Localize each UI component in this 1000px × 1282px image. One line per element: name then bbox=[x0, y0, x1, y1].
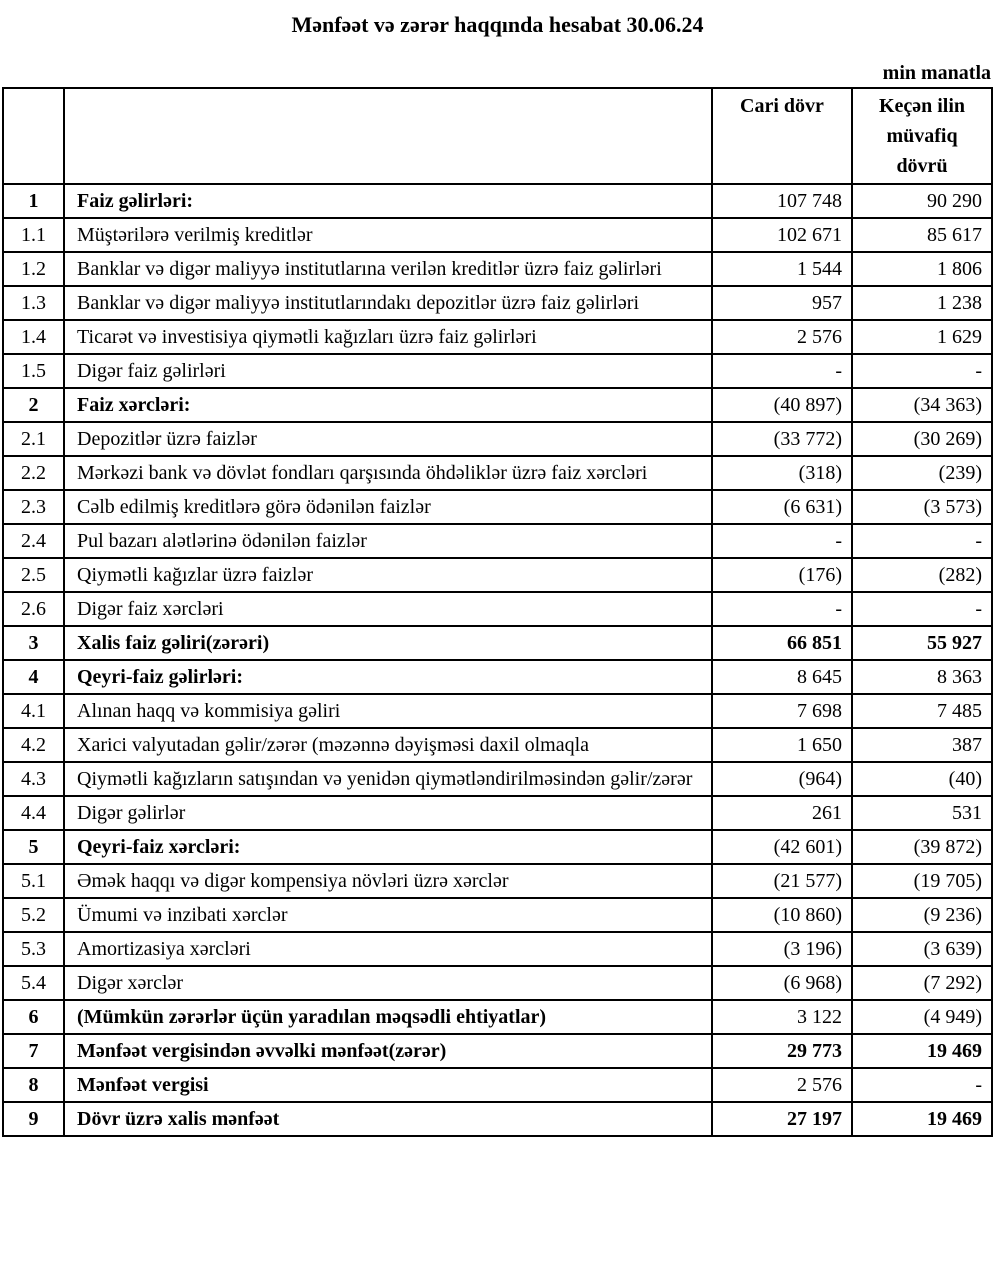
table-row bbox=[3, 830, 992, 864]
row-current-value: (10 860) bbox=[712, 898, 852, 932]
row-current-value: 2 576 bbox=[712, 320, 852, 354]
row-current-value: (176) bbox=[712, 558, 852, 592]
row-number: 6 bbox=[3, 1000, 64, 1034]
row-previous-value: 7 485 bbox=[852, 694, 992, 728]
row-previous-value: - bbox=[852, 354, 992, 388]
row-description: Qiymətli kağızlar üzrə faizlər bbox=[64, 558, 712, 592]
row-previous-value: (282) bbox=[852, 558, 992, 592]
row-number: 4.1 bbox=[3, 694, 64, 728]
table-row bbox=[3, 1102, 992, 1136]
table-row bbox=[3, 320, 992, 354]
row-previous-value: (19 705) bbox=[852, 864, 992, 898]
row-description: Qiymətli kağızların satışından və yenidən qiymətləndirilməsindən gəlir/zərər bbox=[64, 762, 712, 796]
row-number: 4.3 bbox=[3, 762, 64, 796]
row-current-value: 7 698 bbox=[712, 694, 852, 728]
row-previous-value: (39 872) bbox=[852, 830, 992, 864]
header-row-number bbox=[3, 88, 64, 184]
row-current-value: (40 897) bbox=[712, 388, 852, 422]
row-description: Digər faiz gəlirləri bbox=[64, 354, 712, 388]
row-number: 4.2 bbox=[3, 728, 64, 762]
row-description: Mərkəzi bank və dövlət fondları qarşısında öhdəliklər üzrə faiz xərcləri bbox=[64, 456, 712, 490]
row-current-value: 2 576 bbox=[712, 1068, 852, 1102]
row-previous-value: (7 292) bbox=[852, 966, 992, 1000]
row-previous-value: 55 927 bbox=[852, 626, 992, 660]
row-current-value: 107 748 bbox=[712, 184, 852, 218]
row-description: Digər faiz xərcləri bbox=[64, 592, 712, 626]
table-row bbox=[3, 1034, 992, 1068]
row-current-value: - bbox=[712, 524, 852, 558]
row-current-value: 957 bbox=[712, 286, 852, 320]
row-current-value: (964) bbox=[712, 762, 852, 796]
row-description: Alınan haqq və kommisiya gəliri bbox=[64, 694, 712, 728]
row-description: Faiz xərcləri: bbox=[64, 388, 712, 422]
row-description: Müştərilərə verilmiş kreditlər bbox=[64, 218, 712, 252]
row-previous-value: - bbox=[852, 524, 992, 558]
row-description: Qeyri-faiz xərcləri: bbox=[64, 830, 712, 864]
row-number: 2.3 bbox=[3, 490, 64, 524]
row-number: 4 bbox=[3, 660, 64, 694]
table-row bbox=[3, 558, 992, 592]
row-current-value: - bbox=[712, 592, 852, 626]
row-current-value: 66 851 bbox=[712, 626, 852, 660]
profit-loss-table bbox=[2, 87, 993, 1137]
row-description: Xalis faiz gəliri(zərəri) bbox=[64, 626, 712, 660]
row-description: Digər xərclər bbox=[64, 966, 712, 1000]
row-description: Dövr üzrə xalis mənfəət bbox=[64, 1102, 712, 1136]
table-row bbox=[3, 354, 992, 388]
row-previous-value: 85 617 bbox=[852, 218, 992, 252]
row-description: Ticarət və investisiya qiymətli kağızları üzrə faiz gəlirləri bbox=[64, 320, 712, 354]
row-current-value: (42 601) bbox=[712, 830, 852, 864]
table-row bbox=[3, 966, 992, 1000]
row-number: 2.2 bbox=[3, 456, 64, 490]
row-previous-value: - bbox=[852, 1068, 992, 1102]
row-previous-value: (4 949) bbox=[852, 1000, 992, 1034]
row-current-value: (21 577) bbox=[712, 864, 852, 898]
table-row bbox=[3, 728, 992, 762]
header-current-period: Cari dövr bbox=[712, 88, 852, 184]
row-number: 1.2 bbox=[3, 252, 64, 286]
row-previous-value: 531 bbox=[852, 796, 992, 830]
table-row bbox=[3, 456, 992, 490]
row-current-value: (6 631) bbox=[712, 490, 852, 524]
row-number: 2.5 bbox=[3, 558, 64, 592]
row-previous-value: (3 573) bbox=[852, 490, 992, 524]
row-number: 5.2 bbox=[3, 898, 64, 932]
row-current-value: 1 650 bbox=[712, 728, 852, 762]
row-current-value: 1 544 bbox=[712, 252, 852, 286]
row-current-value: (6 968) bbox=[712, 966, 852, 1000]
row-previous-value: (34 363) bbox=[852, 388, 992, 422]
table-row bbox=[3, 796, 992, 830]
row-description: Mənfəət vergisi bbox=[64, 1068, 712, 1102]
row-number: 5.4 bbox=[3, 966, 64, 1000]
row-number: 9 bbox=[3, 1102, 64, 1136]
row-previous-value: (3 639) bbox=[852, 932, 992, 966]
row-description: Əmək haqqı və digər kompensiya növləri üzrə xərclər bbox=[64, 864, 712, 898]
header-previous-period: Keçən ilin müvafiq dövrü bbox=[852, 88, 992, 184]
table-row bbox=[3, 388, 992, 422]
table-row bbox=[3, 898, 992, 932]
table-row bbox=[3, 218, 992, 252]
header-description bbox=[64, 88, 712, 184]
row-number: 3 bbox=[3, 626, 64, 660]
row-current-value: (318) bbox=[712, 456, 852, 490]
row-current-value: 102 671 bbox=[712, 218, 852, 252]
row-description: Banklar və digər maliyyə institutlarına verilən kreditlər üzrə faiz gəlirləri bbox=[64, 252, 712, 286]
table-row bbox=[3, 524, 992, 558]
unit-note: min manatla bbox=[882, 62, 991, 84]
row-number: 2 bbox=[3, 388, 64, 422]
row-previous-value: (9 236) bbox=[852, 898, 992, 932]
row-previous-value: 387 bbox=[852, 728, 992, 762]
table-row bbox=[3, 694, 992, 728]
row-current-value: 27 197 bbox=[712, 1102, 852, 1136]
row-current-value: (33 772) bbox=[712, 422, 852, 456]
row-previous-value: 8 363 bbox=[852, 660, 992, 694]
table-row bbox=[3, 660, 992, 694]
table-row bbox=[3, 490, 992, 524]
row-number: 1.3 bbox=[3, 286, 64, 320]
row-description: Cəlb edilmiş kreditlərə görə ödənilən faizlər bbox=[64, 490, 712, 524]
row-number: 1.5 bbox=[3, 354, 64, 388]
row-current-value: (3 196) bbox=[712, 932, 852, 966]
report-page bbox=[2, 0, 993, 1137]
table-row bbox=[3, 422, 992, 456]
row-current-value: 8 645 bbox=[712, 660, 852, 694]
row-description: Digər gəlirlər bbox=[64, 796, 712, 830]
row-description: Banklar və digər maliyyə institutlarındakı depozitlər üzrə faiz gəlirləri bbox=[64, 286, 712, 320]
row-number: 2.1 bbox=[3, 422, 64, 456]
row-previous-value: 1 629 bbox=[852, 320, 992, 354]
row-description: (Mümkün zərərlər üçün yaradılan məqsədli ehtiyatlar) bbox=[64, 1000, 712, 1034]
row-number: 5.3 bbox=[3, 932, 64, 966]
row-description: Faiz gəlirləri: bbox=[64, 184, 712, 218]
table-row bbox=[3, 1000, 992, 1034]
table-row bbox=[3, 184, 992, 218]
row-number: 1.4 bbox=[3, 320, 64, 354]
table-row bbox=[3, 592, 992, 626]
table-row bbox=[3, 864, 992, 898]
row-previous-value: 1 806 bbox=[852, 252, 992, 286]
row-number: 7 bbox=[3, 1034, 64, 1068]
row-description: Mənfəət vergisindən əvvəlki mənfəət(zərər) bbox=[64, 1034, 712, 1068]
row-previous-value: (40) bbox=[852, 762, 992, 796]
table-row bbox=[3, 1068, 992, 1102]
row-current-value: - bbox=[712, 354, 852, 388]
row-number: 4.4 bbox=[3, 796, 64, 830]
page-title: Mənfəət və zərər haqqında hesabat 30.06.24 bbox=[291, 12, 704, 37]
row-previous-value: (30 269) bbox=[852, 422, 992, 456]
row-number: 5 bbox=[3, 830, 64, 864]
row-current-value: 3 122 bbox=[712, 1000, 852, 1034]
row-number: 2.4 bbox=[3, 524, 64, 558]
table-row bbox=[3, 626, 992, 660]
row-number: 8 bbox=[3, 1068, 64, 1102]
table-row bbox=[3, 932, 992, 966]
row-previous-value: 90 290 bbox=[852, 184, 992, 218]
row-previous-value: 19 469 bbox=[852, 1102, 992, 1136]
row-number: 5.1 bbox=[3, 864, 64, 898]
row-description: Depozitlər üzrə faizlər bbox=[64, 422, 712, 456]
row-previous-value: - bbox=[852, 592, 992, 626]
row-current-value: 29 773 bbox=[712, 1034, 852, 1068]
row-description: Pul bazarı alətlərinə ödənilən faizlər bbox=[64, 524, 712, 558]
row-current-value: 261 bbox=[712, 796, 852, 830]
row-description: Xarici valyutadan gəlir/zərər (məzənnə dəyişməsi daxil olmaqla bbox=[64, 728, 712, 762]
table-row bbox=[3, 762, 992, 796]
row-number: 1 bbox=[3, 184, 64, 218]
row-description: Amortizasiya xərcləri bbox=[64, 932, 712, 966]
row-number: 1.1 bbox=[3, 218, 64, 252]
row-description: Qeyri-faiz gəlirləri: bbox=[64, 660, 712, 694]
table-row bbox=[3, 252, 992, 286]
row-previous-value: (239) bbox=[852, 456, 992, 490]
report-table-body bbox=[3, 184, 992, 1136]
table-header-row bbox=[3, 88, 992, 184]
row-previous-value: 19 469 bbox=[852, 1034, 992, 1068]
table-row bbox=[3, 286, 992, 320]
row-previous-value: 1 238 bbox=[852, 286, 992, 320]
row-description: Ümumi və inzibati xərclər bbox=[64, 898, 712, 932]
row-number: 2.6 bbox=[3, 592, 64, 626]
